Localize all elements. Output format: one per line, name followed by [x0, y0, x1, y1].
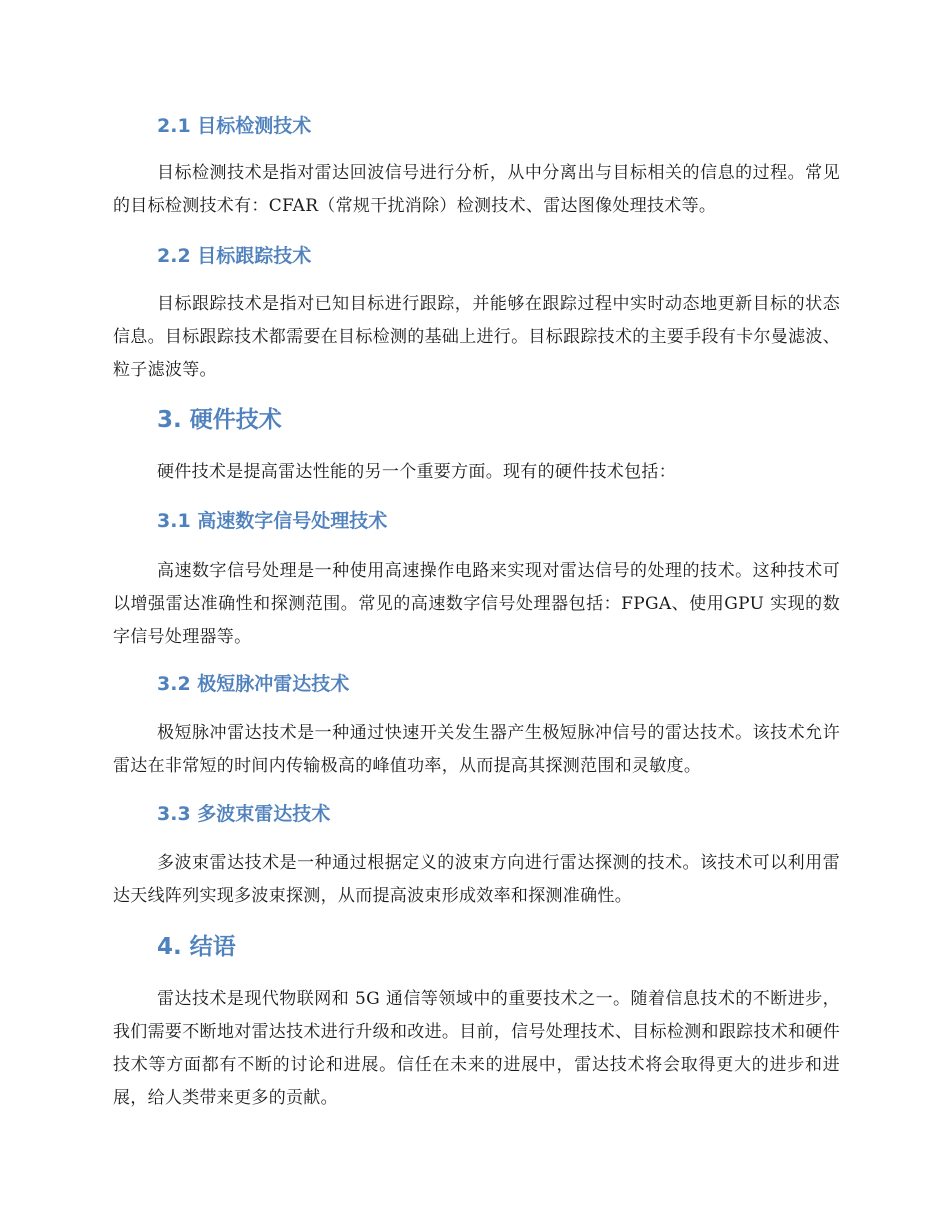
section-heading-2-1: 2.1 目标检测技术: [157, 115, 312, 137]
section-paragraph-3-2: 极短脉冲雷达技术是一种通过快速开关发生器产生极短脉冲信号的雷达技术。该技术允许雷达在非常短的时间内传输极高的峰值功率，从而提高其探测范围和灵敏度。: [113, 723, 840, 776]
section-heading-3-2: 3.2 极短脉冲雷达技术: [157, 673, 350, 695]
section-heading-4: 4. 结语: [157, 934, 236, 960]
section-heading-2-2: 2.2 目标跟踪技术: [157, 245, 312, 267]
section-paragraph-3-3: 多波束雷达技术是一种通过根据定义的波束方向进行雷达探测的技术。该技术可以利用雷达天线阵列实现多波束探测，从而提高波束形成效率和探测准确性。: [113, 853, 840, 906]
section-heading-3-3: 3.3 多波束雷达技术: [157, 803, 331, 825]
section-paragraph-2-1: 目标检测技术是指对雷达回波信号进行分析，从中分离出与目标相关的信息的过程。常见的目标检测技术有：CFAR（常规干扰消除）检测技术、雷达图像处理技术等。: [113, 163, 840, 216]
section-heading-3: 3. 硬件技术: [157, 407, 282, 433]
section-paragraph-3: 硬件技术是提高雷达性能的另一个重要方面。现有的硬件技术包括：: [157, 462, 676, 482]
section-paragraph-2-2: 目标跟踪技术是指对已知目标进行跟踪，并能够在跟踪过程中实时动态地更新目标的状态信息。目标跟踪技术都需要在目标检测的基础上进行。目标跟踪技术的主要手段有卡尔曼滤波、粒子滤波等。: [113, 294, 840, 380]
section-paragraph-4: 雷达技术是现代物联网和 5G 通信等领域中的重要技术之一。随着信息技术的不断进步，我们需要不断地对雷达技术进行升级和改进。目前，信号处理技术、目标检测和跟踪技术和硬件技术等方面都有不断的讨论和进展。信任在未来的进展中，雷达技术将会取得更大的进步和进展，给人类带来更多的贡献。: [113, 989, 840, 1108]
section-heading-3-1: 3.1 高速数字信号处理技术: [157, 510, 388, 532]
section-paragraph-3-1: 高速数字信号处理是一种使用高速操作电路来实现对雷达信号的处理的技术。这种技术可以增强雷达准确性和探测范围。常见的高速数字信号处理器包括：FPGA、使用GPU 实现的数字信号处理器等。: [113, 561, 840, 647]
